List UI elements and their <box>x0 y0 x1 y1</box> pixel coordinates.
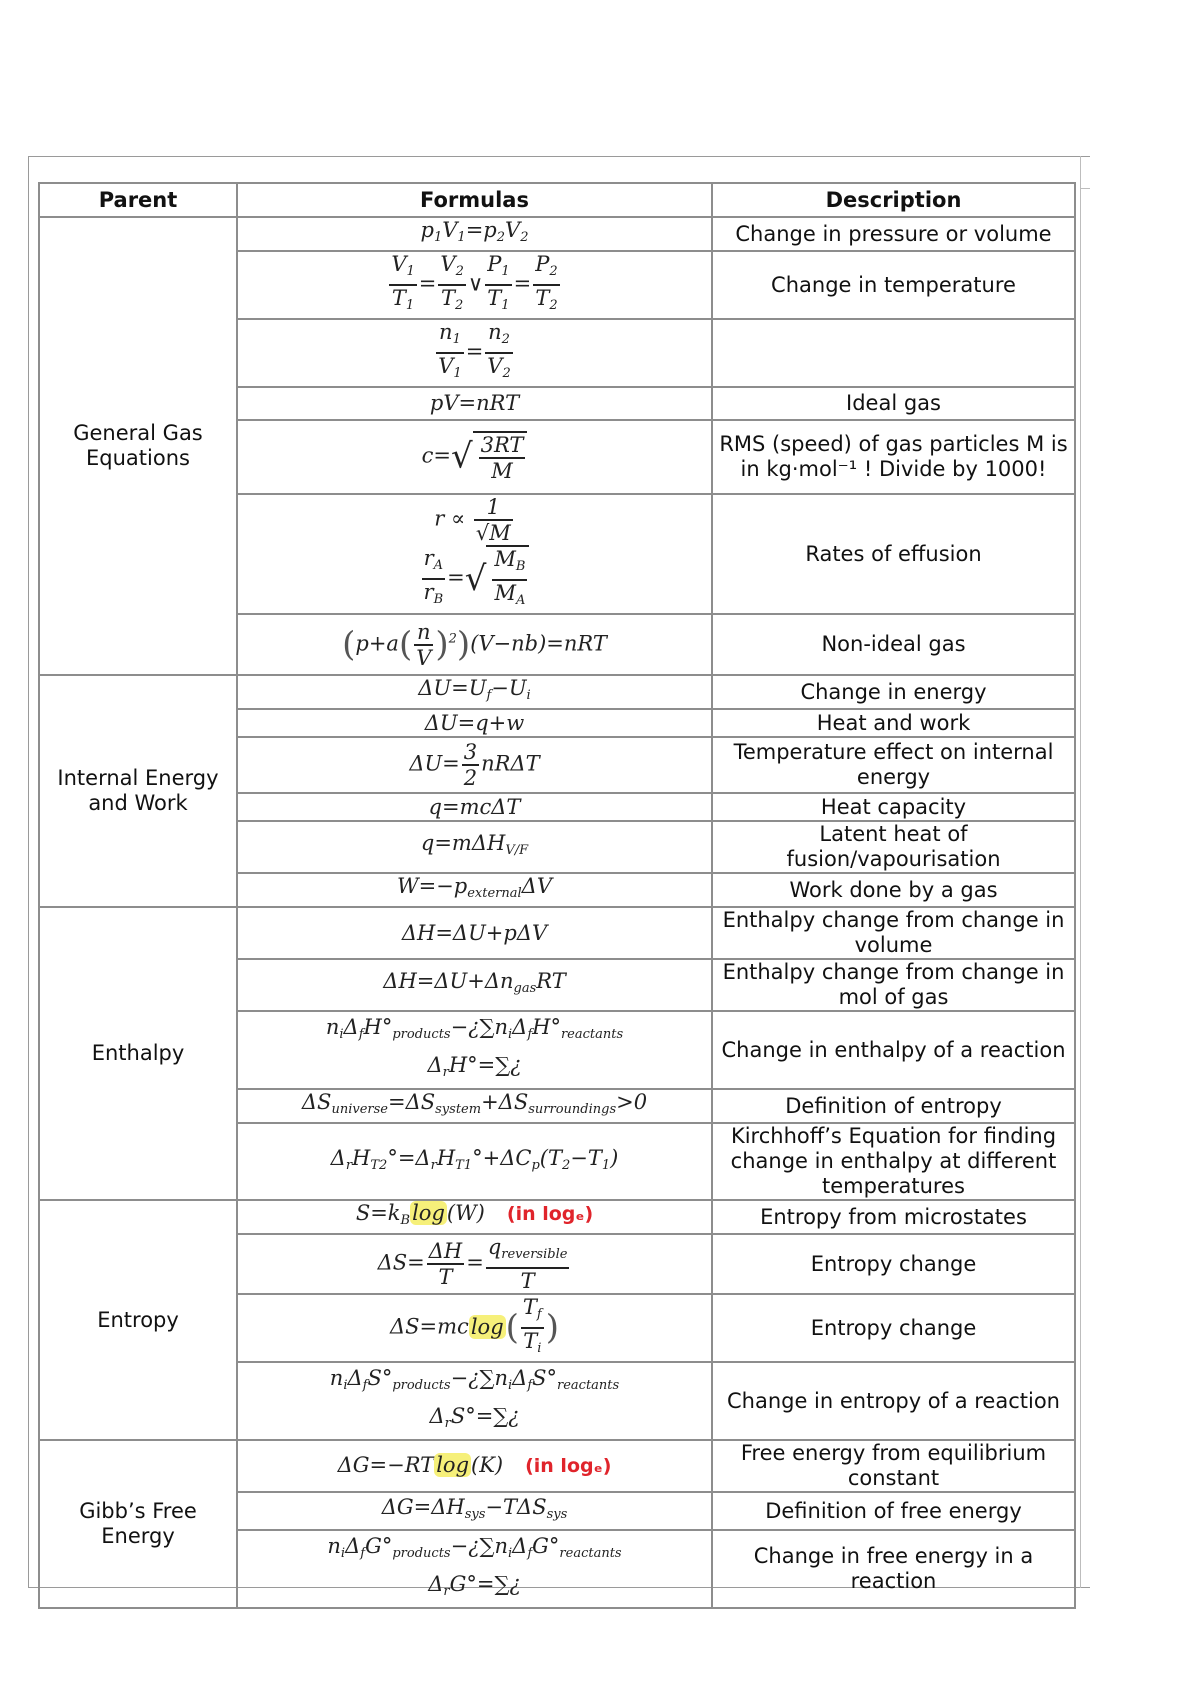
description: Change in pressure or volume <box>712 217 1075 251</box>
description: Change in temperature <box>712 251 1075 319</box>
table-row <box>39 907 1075 959</box>
formula-ideal-gas: pV=nRT <box>237 387 712 420</box>
description: Enthalpy change from change in mol of gas <box>712 959 1075 1011</box>
description: Entropy change <box>712 1234 1075 1294</box>
description: Non-ideal gas <box>712 614 1075 675</box>
formula-boltzmann: $S=k_B\log(W)$ (in logₑ) <box>237 1200 712 1234</box>
description: Change in energy <box>712 675 1075 709</box>
group-entropy: Entropy <box>39 1200 237 1440</box>
handwritten-note: (in logₑ) <box>506 1203 594 1225</box>
group-enthalpy: Enthalpy <box>39 907 237 1200</box>
formula-enthalpy-gas: $\Delta H=\Delta U+\Delta n_{gas}RT$ <box>237 959 712 1011</box>
description: Change in enthalpy of a reaction <box>712 1011 1075 1089</box>
formula-reaction-enthalpy: $n_i\Delta_fH^\circ_{products}-¿\sum n_i\Delta_fH^\circ_{reactants}$ $\Delta_rH^\circ=\sum¿$ <box>237 1011 712 1089</box>
formula-heat-capacity: q=mcΔT <box>237 793 712 821</box>
description: Change in free energy in a reaction <box>712 1530 1075 1608</box>
description: Ideal gas <box>712 387 1075 420</box>
group-gibbs: Gibb’s Free Energy <box>39 1440 237 1608</box>
group-general-gas: General Gas Equations <box>39 217 237 675</box>
header-description: Description <box>712 183 1075 217</box>
description: Definition of free energy <box>712 1492 1075 1530</box>
description: Change in entropy of a reaction <box>712 1362 1075 1440</box>
header-parent: Parent <box>39 183 237 217</box>
table-row <box>39 217 1075 251</box>
formula-internal-energy-temp: ΔU= $\frac{3}{2}$ nRΔT <box>237 737 712 793</box>
description: Free energy from equilibrium constant <box>712 1440 1075 1492</box>
formula-latent-heat: q=mΔH$_{V/F}$ <box>237 821 712 873</box>
table-row <box>39 1200 1075 1234</box>
description: Temperature effect on internal energy <box>712 737 1075 793</box>
log-highlight: log <box>470 1314 504 1339</box>
formula-reaction-entropy: $n_i\Delta_fS^\circ_{products}-¿\sum n_i\Delta_fS^\circ_{reactants}$ $\Delta_rS^\circ=\sum¿$ <box>237 1362 712 1440</box>
description: Heat and work <box>712 709 1075 737</box>
formula-rms: c=√ $\frac{3RT}{M}$ <box>237 420 712 494</box>
formula-first-law: ΔU=q+w <box>237 709 712 737</box>
formula-entropy-heating: ΔS=mclog( $\frac{T_f}{T_i}$ ) <box>237 1294 712 1362</box>
description <box>712 319 1075 387</box>
description: Latent heat of fusion/vapourisation <box>712 821 1075 873</box>
description: Definition of entropy <box>712 1089 1075 1123</box>
handwritten-note: (in logₑ) <box>525 1455 612 1477</box>
description: Entropy from microstates <box>712 1200 1075 1234</box>
formula-table <box>38 182 1076 1609</box>
log-highlight: log <box>436 1453 470 1477</box>
group-internal-energy: Internal Energy and Work <box>39 675 237 907</box>
table-row <box>39 675 1075 709</box>
description: Enthalpy change from change in volume <box>712 907 1075 959</box>
formula-charles: $\frac{V_1}{T_1}$ = $\frac{V_2}{T_2}$ ∨ $\frac{P_1}{T_1}$ = $\frac{P_2}{T_2}$ <box>237 251 712 319</box>
description: Kirchhoff’s Equation for finding change in enthalpy at different temperatures <box>712 1123 1075 1200</box>
sheet-edge <box>1080 156 1091 1588</box>
formula-entropy-universe: $\Delta S_{universe}=\Delta S_{system}+\Delta S_{surroundings}>0$ <box>237 1089 712 1123</box>
formula-delta-u: $\Delta U=U_f-U_i$ <box>237 675 712 709</box>
header-formulas: Formulas <box>237 183 712 217</box>
header-row <box>39 183 1075 217</box>
sheet-tick <box>1080 188 1090 189</box>
formula-van-der-waals: (p+a( $\frac{n}{V}$ )$^2$)(V−nb)=nRT <box>237 614 712 675</box>
description: Work done by a gas <box>712 873 1075 907</box>
description: Rates of effusion <box>712 494 1075 614</box>
formula-gibbs-equilibrium: ΔG=−RTlog(K) (in logₑ) <box>237 1440 712 1492</box>
formula-reaction-gibbs: $n_i\Delta_fG^\circ_{products}-¿\sum n_i\Delta_fG^\circ_{reactants}$ $\Delta_rG^\circ=\sum¿$ <box>237 1530 712 1608</box>
formula-entropy-change: ΔS= $\frac{\Delta H}{T}$ = $\frac{q_{reversible}}{T}$ <box>237 1234 712 1294</box>
formula-enthalpy-volume: ΔH=ΔU+pΔV <box>237 907 712 959</box>
description: Heat capacity <box>712 793 1075 821</box>
formula-avogadro: $\frac{n_1}{V_1}$ = $\frac{n_2}{V_2}$ <box>237 319 712 387</box>
formula-work: $W=-p_{external}\Delta V$ <box>237 873 712 907</box>
formula-effusion: r ∝ $\frac{1}{√M}$ $\frac{r_A}{r_B}$ =√ $\frac{M_B}{M_A}$ <box>237 494 712 614</box>
formula-boyle: $p_1V_1=p_2V_2$ <box>237 217 712 251</box>
log-highlight: log <box>412 1201 445 1225</box>
table-row <box>39 1440 1075 1492</box>
description: RMS (speed) of gas particles M is in kg·mol⁻¹ ! Divide by 1000! <box>712 420 1075 494</box>
description: Entropy change <box>712 1294 1075 1362</box>
formula-gibbs-definition: $\Delta G=\Delta H_{sys}-T\Delta S_{sys}$ <box>237 1492 712 1530</box>
formula-kirchhoff: $\Delta_rH_{T2}^\circ=\Delta_rH_{T1}^\circ+\Delta C_p(T_2-T_1)$ <box>237 1123 712 1200</box>
